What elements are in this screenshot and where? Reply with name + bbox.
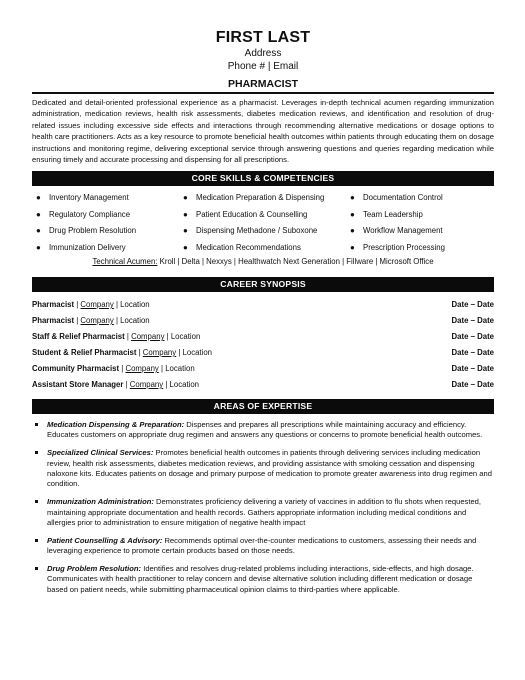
square-bullet-icon [35,539,38,542]
professional-summary: Dedicated and detail-oriented professional experience as a pharmacist. Leverages in-depth technical acumen regarding immunization administration, medication reviews, health risk assessments, diabetes medication reviews, and identification and resolution of drug-related issues including excessive side effects and interactions through recommending alternative medications or dosage options to health care practitioners. Acts as a key resource to promote beneficial health outcomes within patients through educating them on dosage instructions and monitoring regime, delivering exceptional service through answering questions and queries regarding medication while ensuring timely and accurate processing and dispensing for all prescriptions. [32,97,494,165]
career-row: Pharmacist | Company | Location Date – Date [32,316,494,326]
expertise-item: Patient Counselling & Advisory: Recommends optimal over-the-counter medications to customers, assessing their needs and leveraging experience to promote certain products based on those needs. [32,536,494,557]
bullet-icon: ● [36,209,41,219]
contact-line [32,60,494,73]
square-bullet-icon [35,500,38,503]
bullet-icon: ● [36,193,41,203]
skill-item: ● Drug Problem Resolution [32,223,179,240]
resume-page [32,28,494,602]
bullet-icon: ● [183,242,188,252]
technical-acumen [32,256,494,267]
skill-item: ● Documentation Control [346,190,494,207]
phone: Phone # [227,61,266,72]
expertise-item: Specialized Clinical Services: Promotes beneficial health outcomes in patients through delivering services including medication review, health risk assessments, diabetes medication reviews, and providing assistance with smoking cessation and dispensing naloxone kits. Educates patients on dosage and primary purpose of medication to promote greater awareness into drug regimen and condition. [32,448,494,490]
skill-item: ● Workflow Management [346,223,494,240]
acumen-items: Kroll | Delta | Nexxys | Healthwatch Next Generation | Fillware | Microsoft Office [159,257,434,267]
bullet-icon: ● [350,209,355,219]
skills-column-1 [32,190,179,256]
skill-item: ● Prescription Processing [346,240,494,257]
expertise-item: Medication Dispensing & Preparation: Dispenses and prepares all prescriptions while maintaining accuracy and efficiency. Educates customers on appropriate drug regimen and answers any questions or concerns to promote beneficial health outcomes. [32,420,494,441]
address: Address [244,48,282,59]
skill-item: ● Patient Education & Counselling [179,207,346,224]
expertise-list [32,420,494,595]
square-bullet-icon [35,567,38,570]
square-bullet-icon [35,451,38,454]
bullet-icon: ● [350,193,355,203]
candidate-name: FIRST LAST [215,29,311,46]
contact-separator: | [267,61,271,72]
skills-column-2 [179,190,346,256]
skill-item: ● Team Leadership [346,207,494,224]
career-row: Community Pharmacist | Company | Location Date – Date [32,364,494,374]
skills-column-3 [346,190,494,256]
career-row: Assistant Store Manager | Company | Location Date – Date [32,380,494,390]
skill-item: ● Medication Recommendations [179,240,346,257]
expertise-item: Drug Problem Resolution: Identifies and resolves drug-related problems including interactions, side-effects, and high dosage. Communicates with health practitioner to relay concern and devise alternative solution including different medication or dosage based on patient needs, while submitting pharmaceutical opinion claims to third-parties where applicable. [32,564,494,595]
skills-grid [32,190,494,256]
bullet-icon: ● [183,193,188,203]
skill-item: ● Inventory Management [32,190,179,207]
skill-item: ● Medication Preparation & Dispensing [179,190,346,207]
career-row: Student & Relief Pharmacist | Company | Location Date – Date [32,348,494,358]
career-row: Staff & Relief Pharmacist | Company | Location Date – Date [32,332,494,342]
bullet-icon: ● [36,226,41,236]
skill-item: ● Immunization Delivery [32,240,179,257]
square-bullet-icon [35,423,38,426]
skills-heading: CORE SKILLS & COMPETENCIES [32,171,494,186]
title-divider [32,92,494,94]
acumen-label: Technical Acumen: [92,257,158,267]
expertise-item: Immunization Administration: Demonstrates proficiency delivering a variety of vaccines in addition to flu shots when requested, maintaining appropriate documentation and health records. Gathers appropriate information including medical conditions and allergies prior to administration to ensure mitigation of negative health impact [32,497,494,528]
career-heading: CAREER SYNOPSIS [32,277,494,292]
bullet-icon: ● [183,209,188,219]
skill-item: ● Regulatory Compliance [32,207,179,224]
career-list [32,297,494,393]
email: Email [273,61,299,72]
bullet-icon: ● [183,226,188,236]
skill-item: ● Dispensing Methadone / Suboxone [179,223,346,240]
career-row: Pharmacist | Company | Location Date – Date [32,300,494,310]
bullet-icon: ● [350,226,355,236]
bullet-icon: ● [36,242,41,252]
expertise-heading: AREAS OF EXPERTISE [32,399,494,414]
bullet-icon: ● [350,242,355,252]
job-title: PHARMACIST [228,78,298,90]
